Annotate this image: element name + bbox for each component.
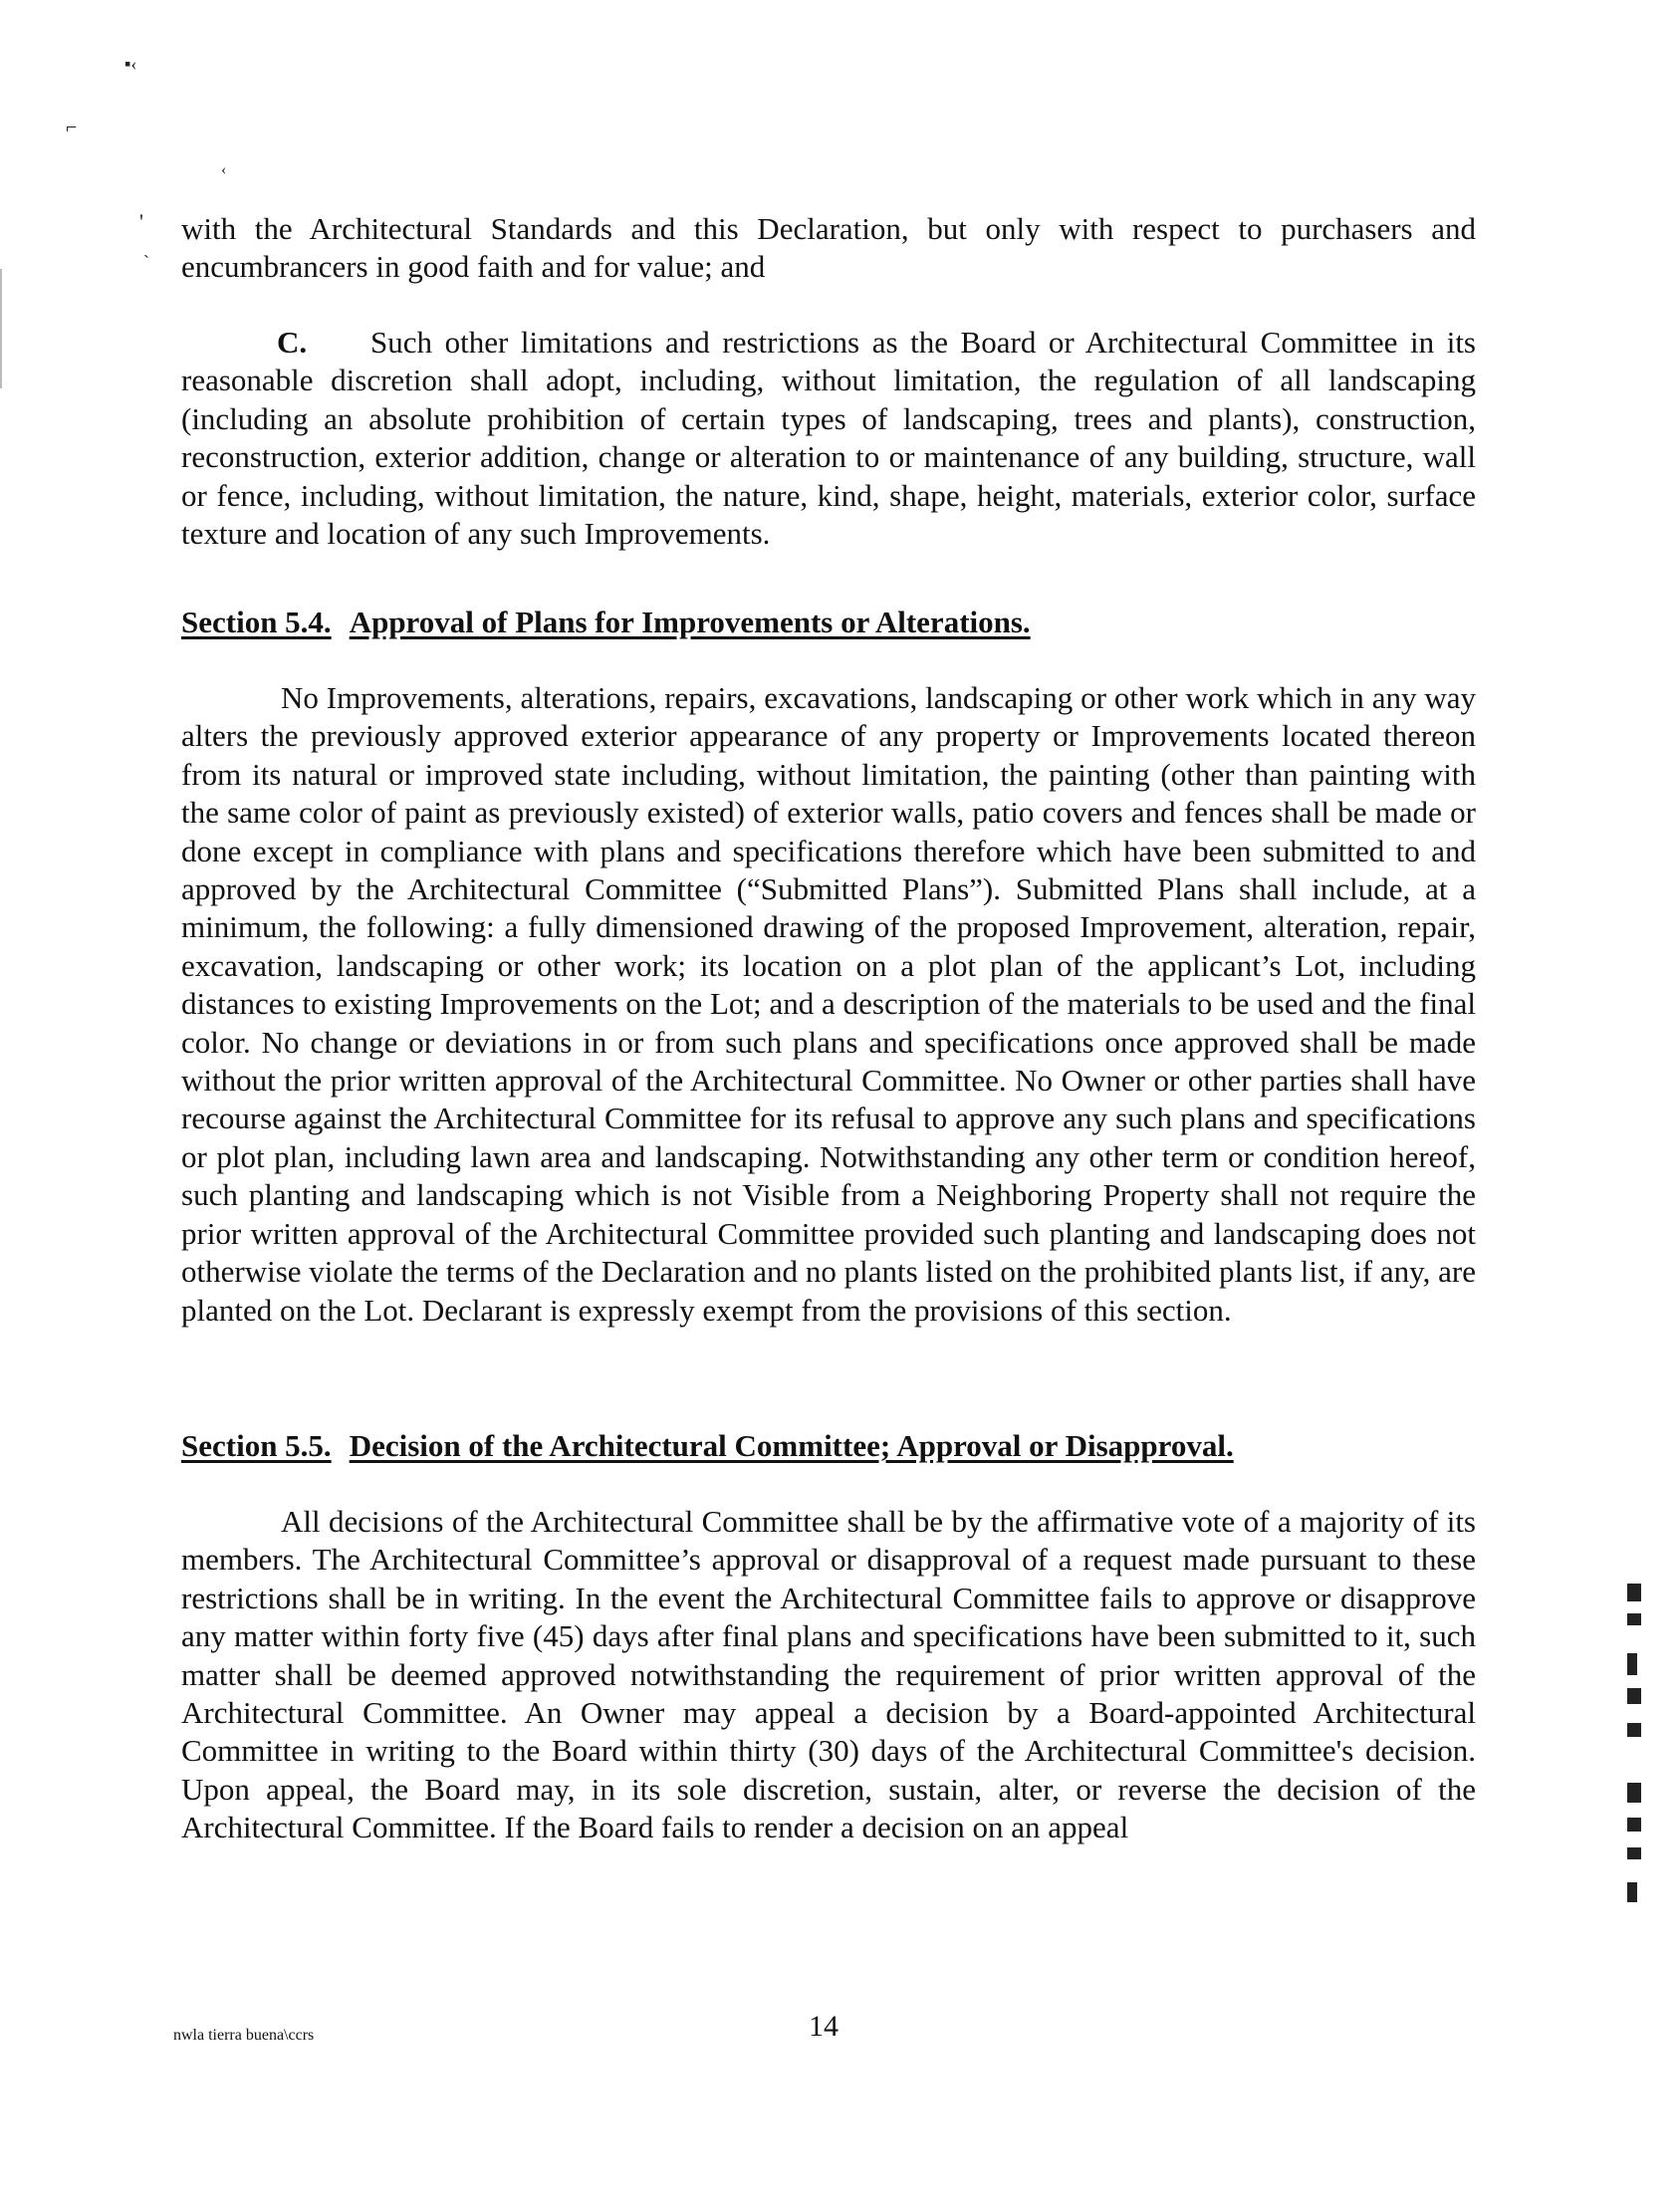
- section-5-4-body: [181, 679, 1476, 1330]
- section-5-5-text: All decisions of the Architectural Committee shall be by the affirmative vote of a majority of its members. The Architectural Committee’s approval or disapproval of a request made pursuant to these restrictions shall be in writing. In the event the Architectural Committee fails to approve or disapprove any matter within forty five (45) days after final plans and specifications have been submitted to it, such matter shall be deemed approved notwithstanding the requirement of prior written approval of the Architectural Committee. An Owner may appeal a decision by a Board-appointed Architectural Committee in writing to the Board within thirty (30) days of the Architectural Committee's decision. Upon appeal, the Board may, in its sole discretion, sustain, alter, or reverse the decision of the Architectural Committee. If the Board fails to render a decision on an appeal: [181, 1504, 1476, 1845]
- scan-artifact: ⌐: [66, 117, 78, 138]
- footer-file-reference: nwla tierra buena\ccrs: [173, 2027, 315, 2044]
- scan-artifact: `: [143, 252, 149, 272]
- scan-artifact: ‹: [221, 161, 227, 178]
- section-5-4-heading: [181, 604, 1031, 641]
- margin-mark: [1627, 1783, 1641, 1803]
- page-number: 14: [809, 2010, 839, 2043]
- margin-mark: [1627, 1723, 1641, 1737]
- opening-text: with the Architectural Standards and this Declaration, but only with respect to purchasers and encumbrancers in good faith and for value; and: [181, 211, 1476, 285]
- item-c-label: C.: [277, 325, 308, 360]
- item-c-text-wrapper: [181, 324, 1476, 553]
- margin-mark: [1627, 1688, 1641, 1704]
- section-5-4-text: No Improvements, alterations, repairs, excavations, landscaping or other work which in any way alters the previously approved exterior appearance of any property or Improvements located thereon from its natural or improved state including, without limitation, the painting (other than painting with the same color of paint as previously existed) of exterior walls, patio covers and fences shall be made or done except in compliance with plans and specifications therefore which have been submitted to and approved by the Architectural Committee (“Submitted Plans”). Submitted Plans shall include, at a minimum, the following: a fully dimensioned drawing of the proposed Improvement, alteration, repair, excavation, landscaping or other work; its location on a plot plan of the applicant’s Lot, including distances to existing Improvements on the Lot; and a description of the materials to be used and the final color. No change or deviations in or from such plans and specifications once approved shall be made without the prior written approval of the Architectural Committee. No Owner or other parties shall have recourse against the Architectural Committee for its refusal to approve any such plans and specifications or plot plan, including lawn area and landscaping. Notwithstanding any other term or condition hereof, such planting and landscaping which is not Visible from a Neighboring Property shall not require the prior written approval of the Architectural Committee provided such planting and landscaping does not otherwise violate the terms of the Declaration and no plants listed on the prohibited plants list, if any, are planted on the Lot. Declarant is expressly exempt from the provisions of this section.: [181, 680, 1476, 1328]
- section-5-4-title: Approval of Plans for Improvements or Alterations.: [349, 605, 1031, 639]
- margin-marks: [1623, 1584, 1653, 1942]
- scan-edge-line: [0, 269, 2, 388]
- margin-mark: [1627, 1653, 1637, 1675]
- section-5-5-heading: [181, 1427, 1234, 1465]
- section-5-4-number: Section 5.4.: [181, 605, 332, 639]
- item-c-text: Such other limitations and restrictions as the Board or Architectural Committee in its reasonable discretion shall adopt, including, without limitation, the regulation of all landscaping (including an absolute prohibition of certain types of landscaping, trees and plants), construction, reconstruction, exterior addition, change or alteration to or maintenance of any building, structure, wall or fence, including, without limitation, the nature, kind, shape, height, materials, exterior color, surface texture and location of any such Improvements.: [181, 325, 1476, 552]
- margin-mark: [1627, 1882, 1637, 1902]
- margin-mark: [1627, 1818, 1641, 1832]
- section-5-5-title: Decision of the Architectural Committee; Approval or Disapproval.: [349, 1428, 1234, 1463]
- opening-paragraph: [181, 210, 1476, 287]
- margin-mark: [1627, 1584, 1641, 1601]
- section-5-5-number: Section 5.5.: [181, 1428, 332, 1463]
- margin-mark: [1627, 1613, 1641, 1625]
- scan-artifact: ▪‹: [124, 54, 137, 74]
- scan-artifact: ': [139, 209, 143, 234]
- section-5-5-body: [181, 1503, 1476, 1847]
- item-c-paragraph: [181, 324, 1476, 553]
- margin-mark: [1627, 1847, 1641, 1859]
